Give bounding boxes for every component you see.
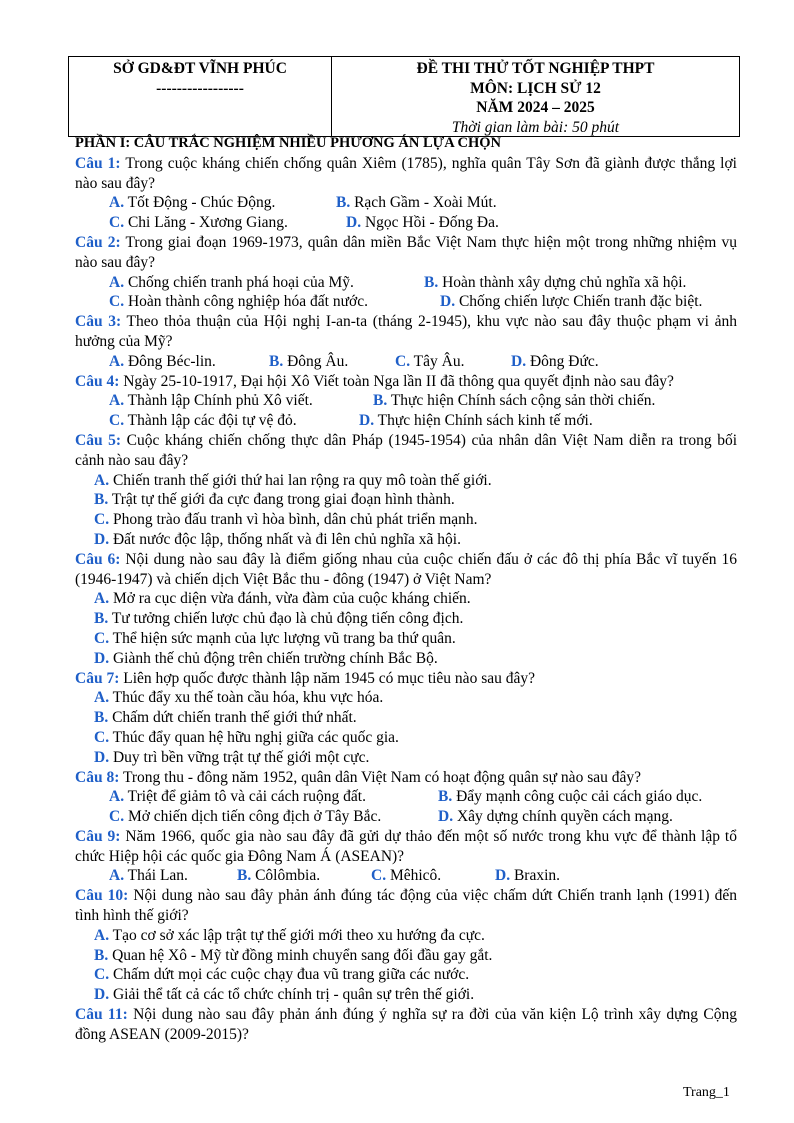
option-text: Thành lập các đội tự vệ đỏ. [124, 412, 297, 430]
option-text: Chống chiến tranh phá hoại của Mỹ. [124, 273, 354, 291]
option-text: Thúc đẩy quan hệ hữu nghị giữa các quốc gia. [109, 728, 399, 746]
option-a [75, 589, 737, 609]
exam-body [75, 134, 737, 1045]
option-b [75, 708, 737, 728]
option-a [75, 688, 737, 708]
options-row [75, 411, 737, 431]
option-d [75, 985, 737, 1005]
option-letter: A. [94, 471, 110, 489]
question-label: Câu 6: [75, 550, 121, 568]
option-letter: D. [94, 748, 110, 766]
option-c [75, 629, 737, 649]
option-letter: A. [109, 788, 125, 806]
option-letter: A. [109, 273, 125, 291]
option-letter: C. [395, 352, 411, 370]
option-text: Hoàn thành công nghiệp hóa đất nước. [124, 293, 368, 311]
option-d [75, 530, 737, 550]
option-text: Thái Lan. [124, 867, 188, 885]
option-letter: B. [94, 610, 109, 628]
option-text: Trật tự thế giới đa cực đang trong giai đoạn hình thành. [108, 491, 455, 509]
option-text: Chi Lăng - Xương Giang. [124, 214, 288, 232]
question-2 [75, 233, 737, 273]
option-b [373, 391, 655, 411]
question-text: Trong thu - đông năm 1952, quân dân Việt Nam có hoạt động quân sự nào sau đây? [119, 768, 641, 786]
options-row [75, 391, 737, 411]
option-c [371, 866, 495, 886]
option-text: Braxin. [510, 867, 561, 885]
school-name: SỞ GD&ĐT VĨNH PHÚC [113, 60, 287, 77]
option-a [75, 787, 438, 807]
question-10 [75, 886, 737, 926]
option-letter: A. [109, 392, 125, 410]
question-1 [75, 154, 737, 194]
option-d [359, 411, 593, 431]
option-letter: C. [109, 808, 125, 826]
question-label: Câu 1: [75, 154, 121, 172]
option-c [75, 807, 438, 827]
option-text: Hoàn thành xây dựng chủ nghĩa xã hội. [438, 273, 687, 291]
question-6 [75, 550, 737, 590]
option-letter: C. [94, 966, 110, 984]
option-letter: C. [109, 412, 125, 430]
option-c [75, 411, 359, 431]
option-text: Thực hiện Chính sách kinh tế mới. [374, 412, 593, 430]
option-letter: B. [94, 491, 109, 509]
options-row [75, 213, 737, 233]
option-text: Đất nước độc lập, thống nhất và đi lên chủ nghĩa xã hội. [109, 530, 461, 548]
options-row [75, 193, 737, 213]
option-b [75, 490, 737, 510]
option-text: Đông Béc-lin. [124, 352, 216, 370]
option-text: Tây Âu. [410, 352, 465, 370]
option-letter: D. [511, 352, 527, 370]
option-letter: B. [373, 392, 388, 410]
option-letter: B. [94, 946, 109, 964]
question-label: Câu 2: [75, 233, 121, 251]
option-b [269, 352, 395, 372]
option-letter: D. [440, 293, 456, 311]
options-row [75, 787, 737, 807]
option-letter: A. [94, 590, 110, 608]
option-letter: B. [336, 194, 351, 212]
options-row [75, 352, 737, 372]
option-text: Mêhicô. [386, 867, 442, 885]
option-d [75, 748, 737, 768]
question-text: Nội dung nào sau đây phản ánh đúng tác động của việc chấm dứt Chiến tranh lạnh (1991) đến tình hình thế giới? [75, 887, 737, 925]
option-letter: A. [109, 352, 125, 370]
option-c [75, 510, 737, 530]
option-letter: D. [438, 808, 454, 826]
option-a [75, 926, 737, 946]
option-letter: A. [94, 689, 110, 707]
option-text: Rạch Gầm - Xoài Mút. [350, 194, 497, 212]
option-c [75, 728, 737, 748]
question-5 [75, 431, 737, 471]
option-a [75, 352, 269, 372]
question-label: Câu 8: [75, 768, 120, 786]
option-letter: B. [237, 867, 252, 885]
option-text: Thể hiện sức mạnh của lực lượng vũ trang ba thứ quân. [109, 629, 456, 647]
option-letter: D. [495, 867, 511, 885]
option-text: Ngọc Hồi - Đống Đa. [361, 214, 499, 232]
option-c [75, 213, 346, 233]
question-label: Câu 9: [75, 827, 121, 845]
options-row [75, 807, 737, 827]
option-letter: A. [109, 867, 125, 885]
exam-title: ĐỀ THI THỬ TỐT NGHIỆP THPT [416, 60, 655, 77]
option-text: Đẩy mạnh công cuộc cải cách giáo dục. [452, 788, 703, 806]
option-b [438, 787, 702, 807]
question-text: Năm 1966, quốc gia nào sau đây đã gửi dự thảo đến một số nước trong khu vực để thành lập tổ chức Hiệp hội các quốc gia Đông Nam Á (ASEAN)? [75, 827, 737, 865]
option-b [237, 866, 371, 886]
option-d [511, 352, 599, 372]
option-text: Tốt Động - Chúc Động. [124, 194, 276, 212]
question-label: Câu 3: [75, 313, 122, 331]
option-text: Thực hiện Chính sách cộng sản thời chiến. [387, 392, 656, 410]
option-text: Giải thể tất cả các tổ chức chính trị - quân sự trên thế giới. [109, 986, 475, 1004]
options-row [75, 273, 737, 293]
school-cell [69, 57, 332, 136]
option-a [75, 471, 737, 491]
option-d [495, 866, 560, 886]
option-letter: D. [94, 986, 110, 1004]
option-letter: A. [109, 194, 125, 212]
option-text: Mở chiến dịch tiến công địch ở Tây Bắc. [124, 808, 382, 826]
options-row [75, 292, 737, 312]
question-7 [75, 669, 737, 689]
option-b [75, 946, 737, 966]
option-d [346, 213, 499, 233]
option-letter: D. [359, 412, 375, 430]
option-text: Chấm dứt chiến tranh thế giới thứ nhất. [108, 709, 357, 727]
exam-header-table [68, 56, 740, 137]
option-letter: B. [424, 273, 439, 291]
option-b [424, 273, 686, 293]
option-text: Thúc đẩy xu thế toàn cầu hóa, khu vực hóa. [109, 689, 384, 707]
question-9 [75, 827, 737, 867]
option-letter: C. [109, 214, 125, 232]
option-letter: B. [269, 352, 284, 370]
option-letter: C. [94, 728, 110, 746]
option-a [75, 866, 237, 886]
question-text: Theo thỏa thuận của Hội nghị I-an-ta (tháng 2-1945), khu vực nào sau đây thuộc phạm vi ảnh hưởng của Mỹ? [75, 313, 737, 350]
option-letter: D. [346, 214, 362, 232]
option-text: Tư tưởng chiến lược chủ đạo là chủ động tiến công địch. [108, 610, 464, 628]
question-label: Câu 10: [75, 887, 129, 905]
option-c [395, 352, 511, 372]
option-d [75, 649, 737, 669]
option-c [75, 965, 737, 985]
option-text: Giành thế chủ động trên chiến trường chính Bắc Bộ. [109, 649, 438, 667]
question-label: Câu 7: [75, 669, 120, 687]
option-a [75, 273, 424, 293]
school-divider: ----------------- [156, 79, 244, 97]
question-text: Nội dung nào sau đây là điểm giống nhau của cuộc chiến đấu ở các đô thị phía Bắc vĩ tuyến 16 (1946-1947) và chiến dịch Việt Bắc thu - đông (1947) ở Việt Nam? [75, 550, 737, 588]
option-b [336, 193, 497, 213]
option-letter: D. [94, 530, 110, 548]
option-letter: B. [438, 788, 453, 806]
exam-time: Thời gian làm bài: 50 phút [451, 118, 620, 136]
option-letter: C. [371, 867, 387, 885]
page-number: Trang_1 [683, 1085, 730, 1100]
option-text: Côlômbia. [251, 867, 321, 885]
option-text: Chống chiến lược Chiến tranh đặc biệt. [455, 293, 703, 311]
question-3 [75, 312, 737, 352]
question-text: Trong cuộc kháng chiến chống quân Xiêm (1785), nghĩa quân Tây Sơn đã giành được thắng lợi nào sau đây? [75, 154, 737, 192]
question-4 [75, 372, 737, 392]
option-text: Triệt để giảm tô và cải cách ruộng đất. [124, 788, 366, 806]
option-b [75, 609, 737, 629]
option-text: Quan hệ Xô - Mỹ từ đồng minh chuyển sang đối đầu gay gắt. [108, 946, 493, 964]
option-text: Duy trì bền vững trật tự thế giới một cực. [109, 748, 370, 766]
option-letter: A. [94, 926, 110, 944]
option-text: Xây dựng chính quyền cách mạng. [453, 808, 673, 826]
option-d [438, 807, 673, 827]
option-c [75, 292, 440, 312]
exam-subject: MÔN: LỊCH SỬ 12 [470, 79, 601, 97]
question-text: Trong giai đoạn 1969-1973, quân dân miền Bắc Việt Nam thực hiện một trong những nhiệm vụ nào sau đây? [75, 233, 737, 271]
question-text: Nội dung nào sau đây phản ánh đúng ý nghĩa sự ra đời của văn kiện Lộ trình xây dựng Cộng đồng ASEAN (2009-2015)? [75, 1006, 738, 1043]
option-a [75, 193, 336, 213]
option-a [75, 391, 373, 411]
question-text: Cuộc kháng chiến chống thực dân Pháp (1945-1954) của nhân dân Việt Nam diễn ra trong bối cảnh nào sau đây? [75, 431, 737, 469]
options-row [75, 866, 737, 886]
option-text: Mở ra cục diện vừa đánh, vừa đàm của cuộc kháng chiến. [109, 590, 471, 608]
option-text: Chấm dứt mọi các cuộc chạy đua vũ trang giữa các nước. [109, 966, 470, 984]
option-text: Thành lập Chính phủ Xô viết. [124, 392, 313, 410]
option-text: Đông Âu. [283, 352, 349, 370]
question-text: Ngày 25-10-1917, Đại hội Xô Viết toàn Nga lần II đã thông qua quyết định nào sau đây? [119, 372, 674, 390]
question-label: Câu 5: [75, 431, 122, 449]
option-letter: C. [94, 629, 110, 647]
question-11 [75, 1005, 737, 1045]
question-text: Liên hợp quốc được thành lập năm 1945 có mục tiêu nào sau đây? [119, 669, 535, 687]
option-d [440, 292, 702, 312]
exam-info-cell [332, 57, 739, 136]
option-letter: C. [109, 293, 125, 311]
exam-year: NĂM 2024 – 2025 [476, 99, 595, 116]
option-letter: C. [94, 511, 110, 529]
option-letter: D. [94, 649, 110, 667]
option-text: Tạo cơ sở xác lập trật tự thế giới mới theo xu hướng đa cực. [109, 926, 485, 944]
question-label: Câu 11: [75, 1006, 128, 1024]
part-title: PHẦN I: CÂU TRẮC NGHIỆM NHIỀU PHƯƠNG ÁN LỰA CHỌN [75, 135, 502, 151]
question-8 [75, 768, 737, 788]
option-text: Đông Đức. [526, 352, 599, 370]
question-label: Câu 4: [75, 372, 120, 390]
option-text: Chiến tranh thế giới thứ hai lan rộng ra quy mô toàn thế giới. [109, 471, 492, 489]
option-text: Phong trào đấu tranh vì hòa bình, dân chủ phát triển mạnh. [109, 511, 478, 529]
option-letter: B. [94, 709, 109, 727]
